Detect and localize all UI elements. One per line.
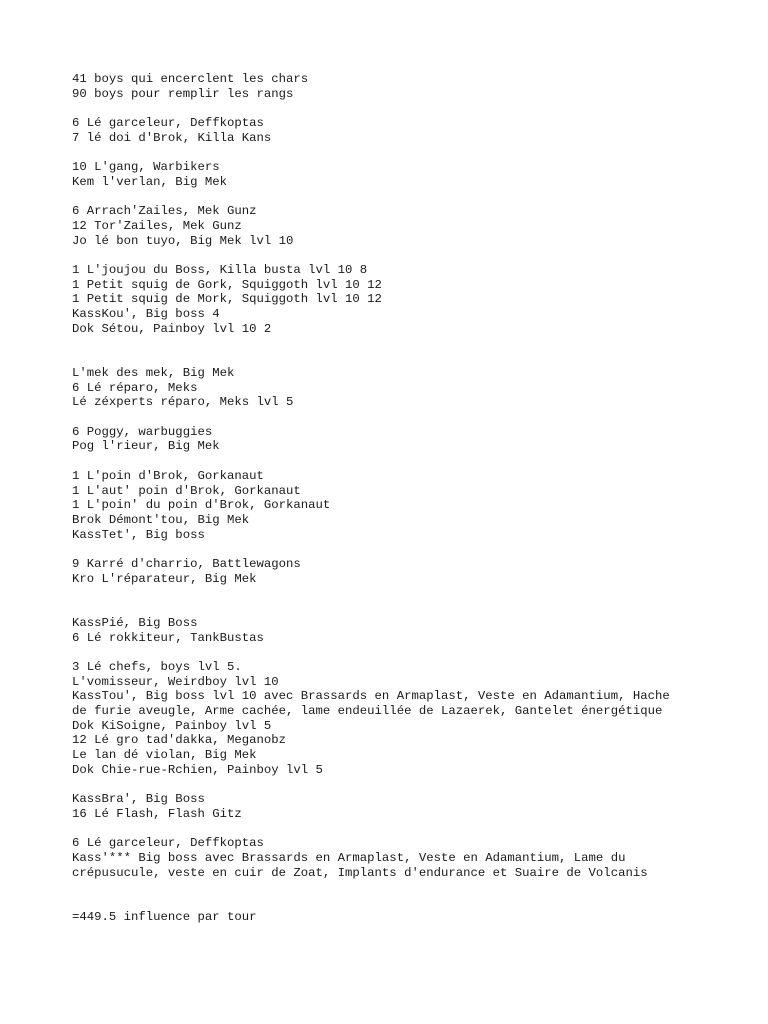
- text-line: 1 Petit squig de Gork, Squiggoth lvl 10 12: [72, 277, 382, 292]
- text-line: KassBra', Big Boss: [72, 792, 205, 807]
- text-line: 6 Poggy, warbuggies: [72, 424, 213, 439]
- text-line: Kem l'verlan, Big Mek: [72, 174, 227, 189]
- text-line: Dok KiSoigne, Painboy lvl 5: [72, 718, 272, 733]
- text-line: 1 L'joujou du Boss, Killa busta lvl 10 8: [72, 263, 368, 278]
- text-line: Dok Chie-rue-Rchien, Painboy lvl 5: [72, 762, 323, 777]
- text-line: Kro L'réparateur, Big Mek: [72, 571, 257, 586]
- text-line: 6 Lé réparo, Meks: [72, 380, 198, 395]
- text-line: Pog l'rieur, Big Mek: [72, 439, 220, 454]
- text-line: 1 L'poin d'Brok, Gorkanaut: [72, 468, 264, 483]
- text-line: Brok Démont'tou, Big Mek: [72, 512, 250, 527]
- text-line: 12 Tor'Zailes, Mek Gunz: [72, 218, 242, 233]
- text-line: Le lan dé violan, Big Mek: [72, 748, 257, 763]
- text-line: L'mek des mek, Big Mek: [72, 365, 235, 380]
- text-line: L'vomisseur, Weirdboy lvl 10: [72, 674, 279, 689]
- text-line: 16 Lé Flash, Flash Gitz: [72, 806, 242, 821]
- text-line: Kass'*** Big boss avec Brassards en Armaplast, Veste en Adamantium, Lame du: [72, 851, 626, 866]
- text-line: 1 L'poin' du poin d'Brok, Gorkanaut: [72, 498, 331, 513]
- influence-total: =449.5 influence par tour: [72, 909, 257, 924]
- text-line: 1 Petit squig de Mork, Squiggoth lvl 10 12: [72, 292, 382, 307]
- text-line: KassPié, Big Boss: [72, 615, 198, 630]
- paragraph-meganobz: [72, 660, 692, 778]
- document-body: [72, 72, 692, 939]
- text-line: 6 Lé rokkiteur, TankBustas: [72, 630, 264, 645]
- text-line: 10 L'gang, Warbikers: [72, 160, 220, 175]
- text-line: 90 boys pour remplir les rangs: [72, 86, 294, 101]
- text-line: Lé zéxperts réparo, Meks lvl 5: [72, 395, 294, 410]
- text-line: 6 Arrach'Zailes, Mek Gunz: [72, 204, 257, 219]
- text-line: KassTou', Big boss lvl 10 avec Brassards en Armaplast, Veste en Adamantium, Hache: [72, 689, 670, 704]
- text-line: 41 boys qui encerclent les chars: [72, 72, 309, 86]
- paragraph-squiggoths: [72, 263, 692, 337]
- text-line: 6 Lé garceleur, Deffkoptas: [72, 116, 264, 131]
- text-line: Dok Sétou, Painboy lvl 10 2: [72, 321, 272, 336]
- paragraph-gorkanauts: [72, 469, 692, 543]
- text-line: crépusucule, veste en cuir de Zoat, Implants d'endurance et Suaire de Volcanis: [72, 865, 648, 880]
- paragraph-warbikers: [72, 160, 692, 189]
- paragraph-influence-total: [72, 910, 692, 925]
- paragraph-tankbustas: [72, 616, 692, 645]
- paragraph-boys: [72, 72, 692, 101]
- text-line: 6 Lé garceleur, Deffkoptas: [72, 836, 264, 851]
- paragraph-warbuggies: [72, 425, 692, 454]
- paragraph-deffkoptas-killa-kans: [72, 116, 692, 145]
- text-line: 9 Karré d'charrio, Battlewagons: [72, 557, 301, 572]
- text-line: KassTet', Big boss: [72, 527, 205, 542]
- text-line: KassKou', Big boss 4: [72, 307, 220, 322]
- text-line: 12 Lé gro tad'dakka, Meganobz: [72, 733, 287, 748]
- paragraph-battlewagons: [72, 557, 692, 586]
- text-line: 3 Lé chefs, boys lvl 5.: [72, 659, 242, 674]
- paragraph-flash-gitz: [72, 792, 692, 821]
- paragraph-meks: [72, 366, 692, 410]
- text-line: de furie aveugle, Arme cachée, lame endeuillée de Lazaerek, Gantelet énergétique: [72, 704, 663, 719]
- text-line: 1 L'aut' poin d'Brok, Gorkanaut: [72, 483, 301, 498]
- paragraph-big-boss-kass: [72, 836, 692, 880]
- text-line: Jo lé bon tuyo, Big Mek lvl 10: [72, 233, 294, 248]
- paragraph-mek-gunz: [72, 204, 692, 248]
- text-line: 7 lé doi d'Brok, Killa Kans: [72, 130, 272, 145]
